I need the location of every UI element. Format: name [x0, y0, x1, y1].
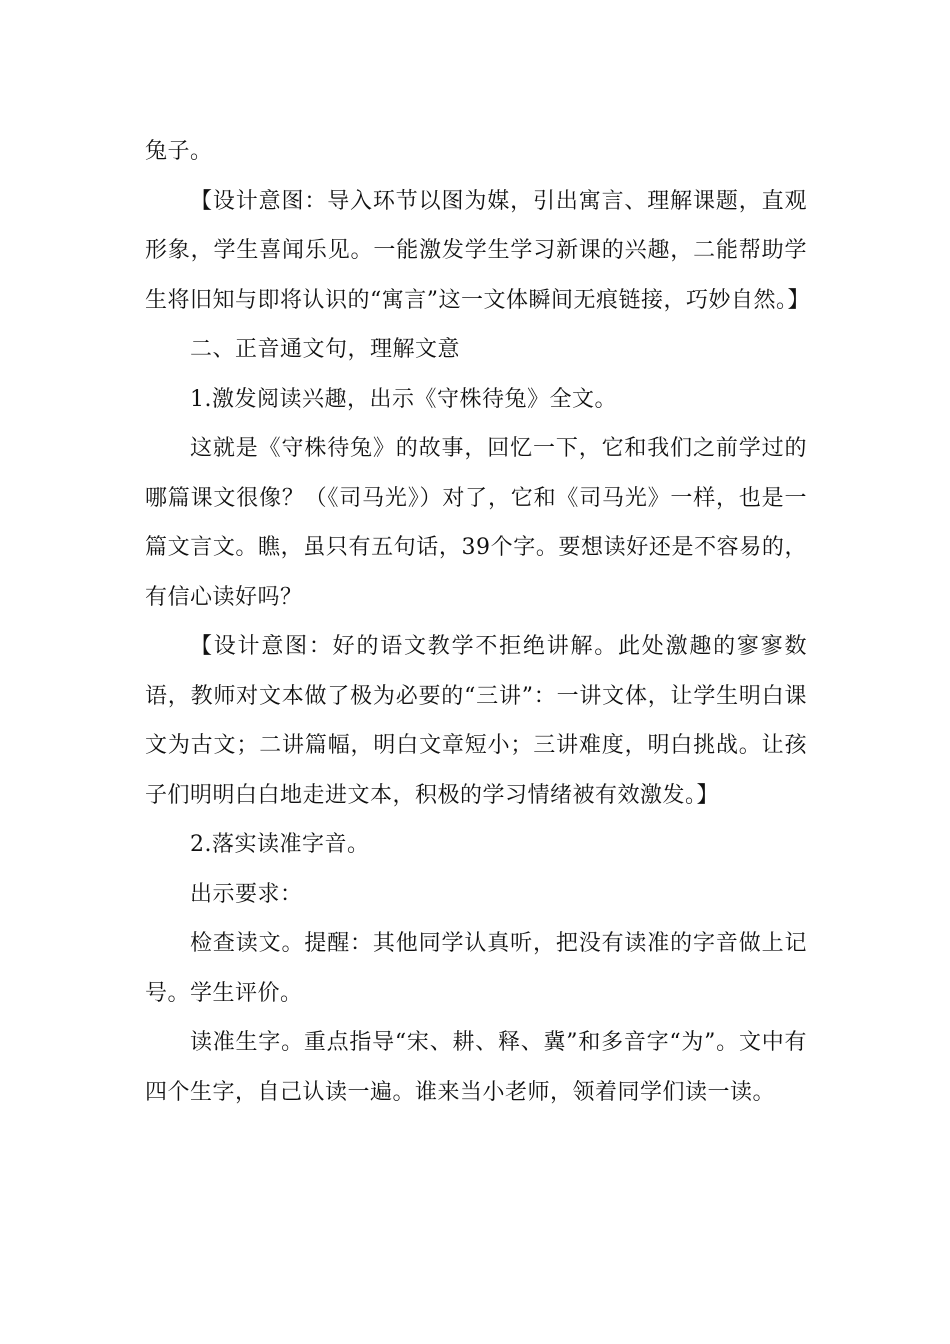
paragraph-new-characters: 读准生字。重点指导“宋、耕、释、冀”和多音字“为”。文中有四个生字，自己认读一遍。谁来当小老师，领着同学们读一读。: [145, 1030, 807, 1105]
section-heading: 二、正音通文句，理解文意: [190, 337, 461, 362]
paragraph-check-reading: 检查读文。提醒：其他同学认真听，把没有读准的字音做上记号。学生评价。: [145, 931, 807, 1006]
paragraph-continuation: 兔子。: [145, 139, 213, 164]
paragraph-design-intent-2: 【设计意图：好的语文教学不拒绝讲解。此处激趣的寥寥数语，教师对文本做了极为必要的“三讲”：一讲文体，让学生明白课文为古文；二讲篇幅，明白文章短小；三讲难度，明白挑战。让孩子们明明白白地走进文本，积极的学习情绪被有效激发。】: [145, 634, 807, 808]
paragraph-design-intent-1: 【设计意图：导入环节以图为媒，引出寓言、理解课题，直观形象，学生喜闻乐见。一能激发学生学习新课的兴趣，二能帮助学生将旧知与即将认识的“寓言”这一文体瞬间无痕链接，巧妙自然。】: [145, 188, 810, 313]
paragraph-teacher-talk: 这就是《守株待兔》的故事，回忆一下，它和我们之前学过的哪篇课文很像？（《司马光》）对了，它和《司马光》一样，也是一篇文言文。瞧，虽只有五句话，39个字。要想读好还是不容易的，有信心读好吗？: [145, 436, 807, 610]
step-heading-1: 1.激发阅读兴趣，出示《守株待兔》全文。: [190, 386, 617, 412]
document-body: [145, 127, 810, 1117]
step-heading-2: 2.落实读准字音。: [190, 832, 370, 857]
paragraph-requirements-label: 出示要求：: [190, 881, 303, 907]
